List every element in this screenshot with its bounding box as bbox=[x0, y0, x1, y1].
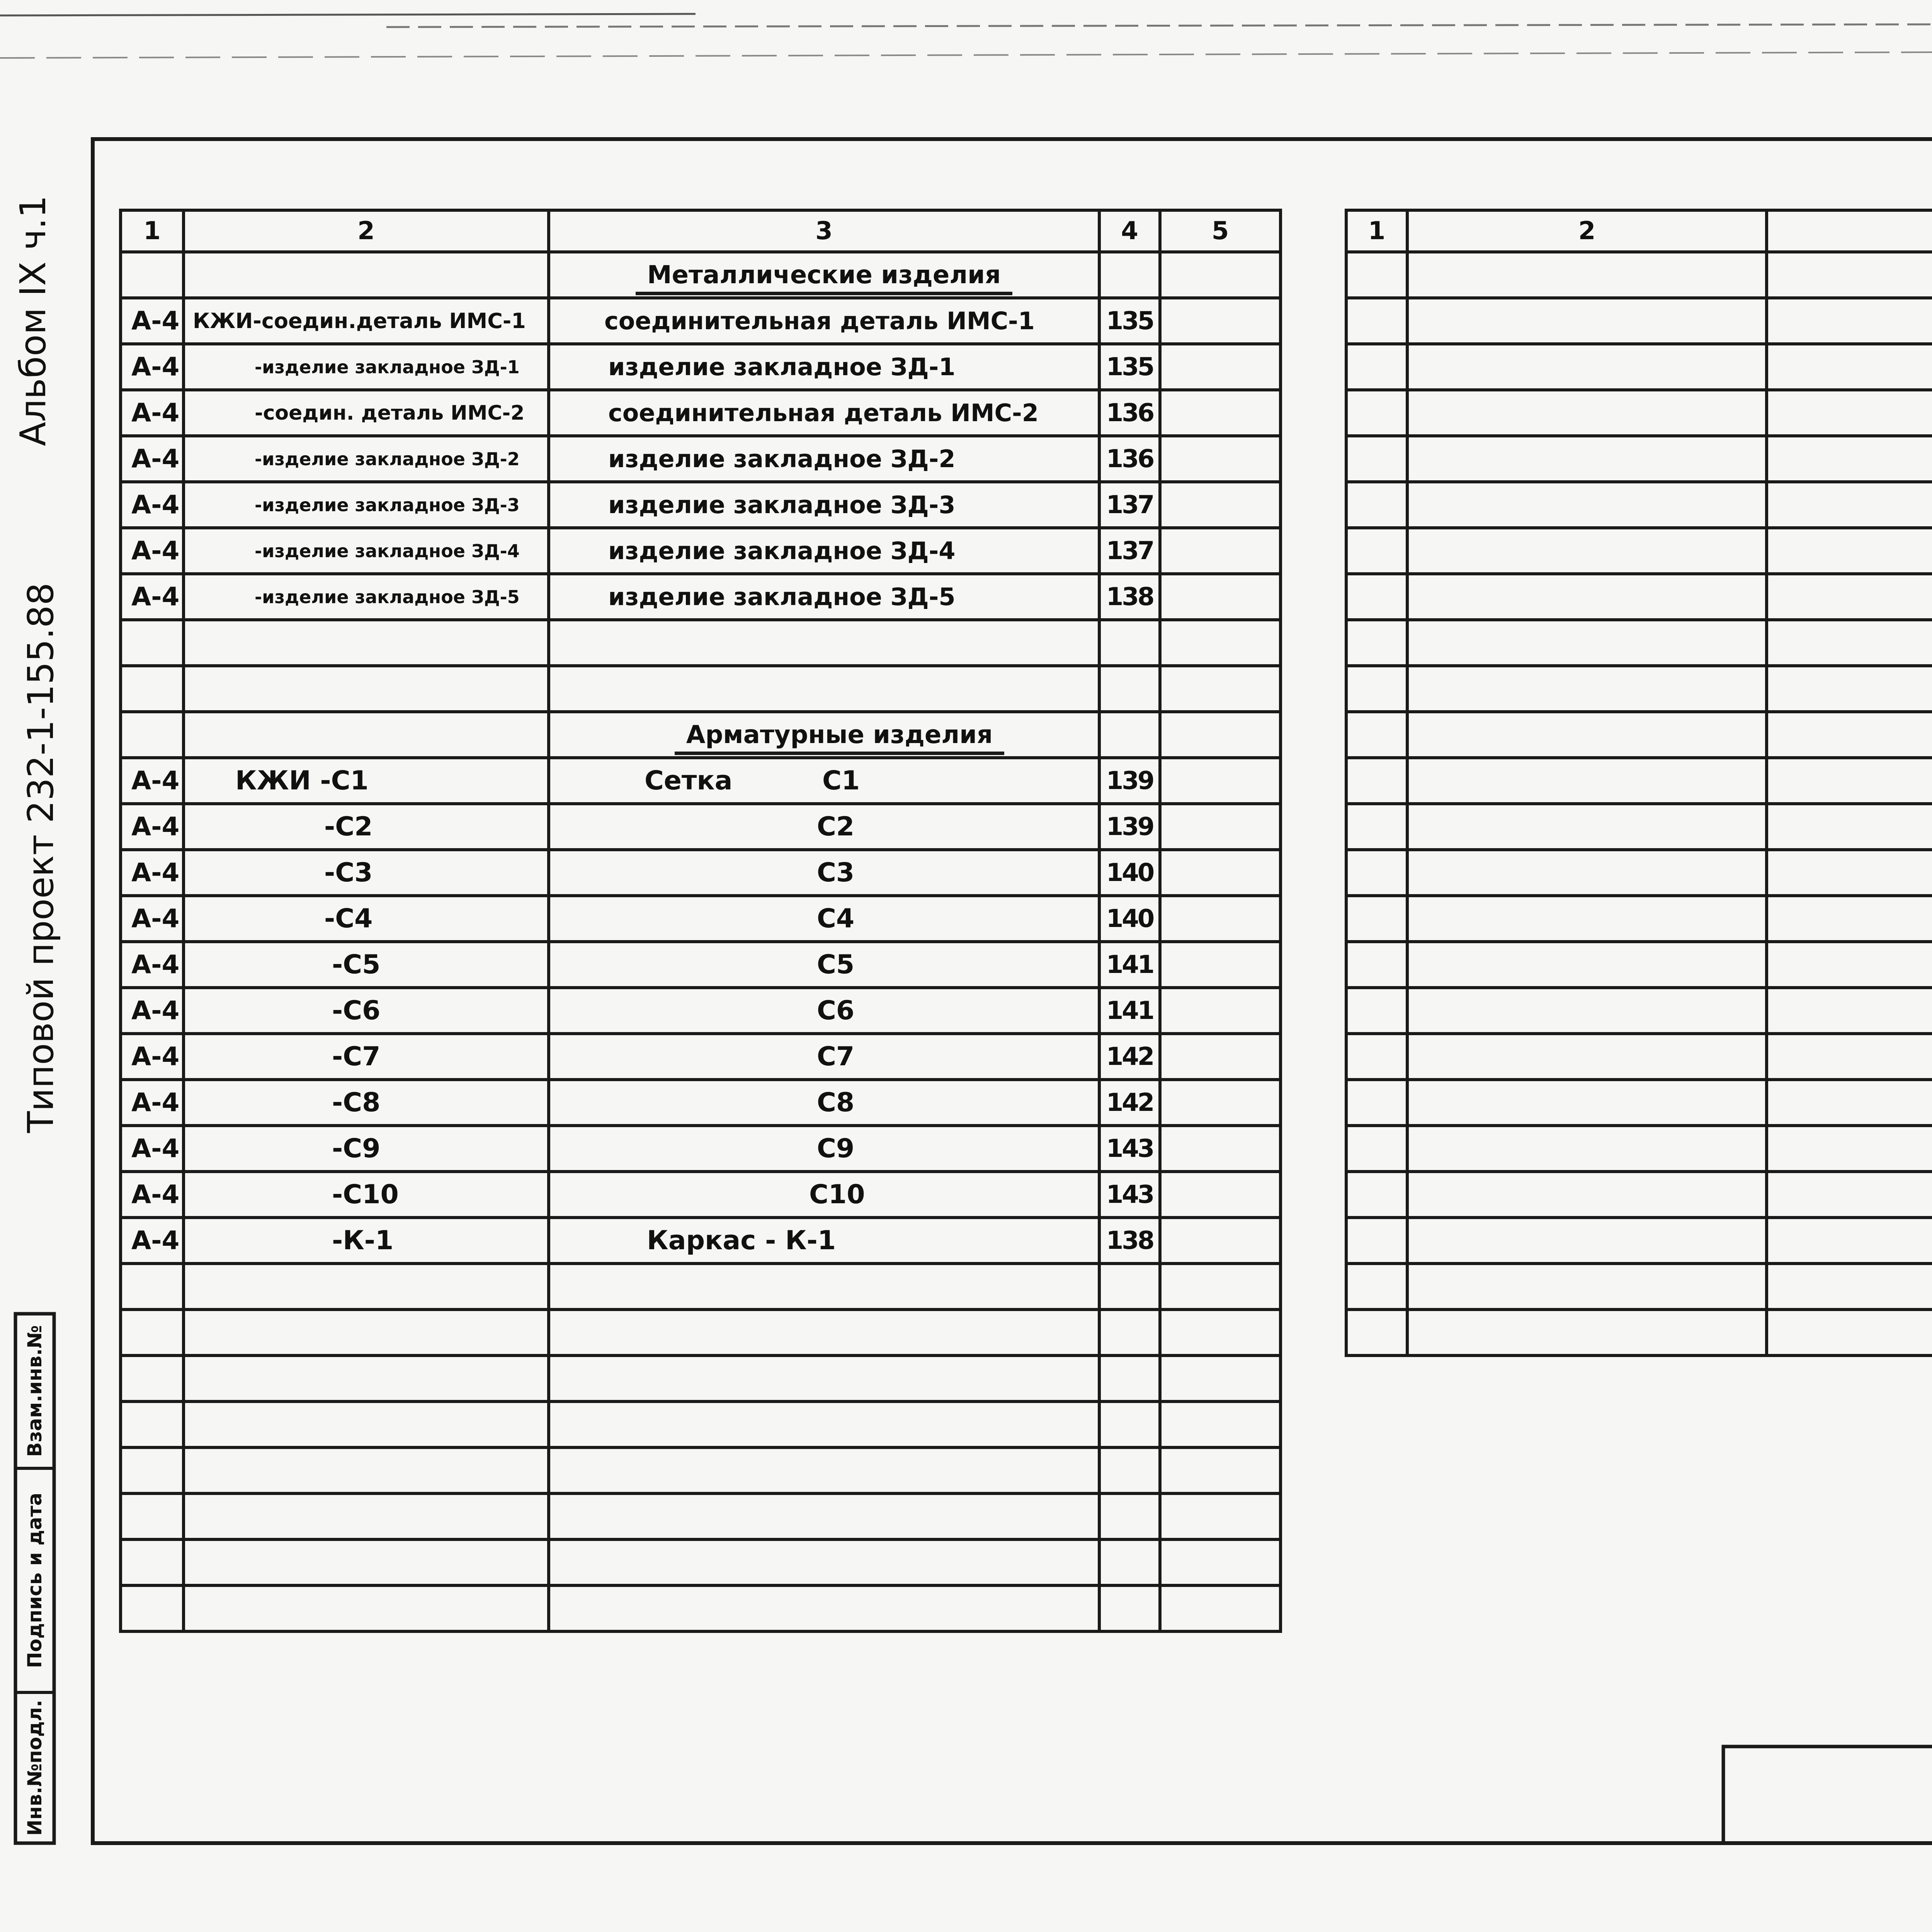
table-row-empty bbox=[1346, 528, 1932, 574]
row-name: С2 bbox=[549, 804, 1099, 850]
table-row-empty bbox=[121, 1355, 1281, 1401]
table-row-empty bbox=[121, 1401, 1281, 1447]
row-page: 139 bbox=[1099, 758, 1160, 804]
row-name: изделие закладное ЗД-5 bbox=[549, 574, 1099, 620]
table-row bbox=[121, 482, 1281, 528]
row-format: А-4 bbox=[121, 942, 184, 988]
row-code: КЖИ-соедин.деталь ИМС-1 bbox=[184, 298, 549, 344]
table-row bbox=[121, 436, 1281, 482]
row-name: Каркас - К-1 bbox=[549, 1218, 1099, 1264]
table-row-empty bbox=[1346, 390, 1932, 436]
row-format: А-4 bbox=[121, 1034, 184, 1080]
table-row-empty bbox=[121, 1585, 1281, 1631]
row-code: -С5 bbox=[184, 942, 549, 988]
row-name: соединительная деталь ИМС-1 bbox=[549, 298, 1099, 344]
row-page: 137 bbox=[1099, 528, 1160, 574]
table-row bbox=[121, 1126, 1281, 1172]
row-code: -С2 bbox=[184, 804, 549, 850]
section-title-metal: Металлические изделия bbox=[636, 261, 1012, 295]
row-code: -С8 bbox=[184, 1080, 549, 1126]
table-row-empty bbox=[1346, 666, 1932, 712]
right-spec-table bbox=[1345, 209, 1932, 1357]
table-row-empty bbox=[1346, 1080, 1932, 1126]
table-row-empty bbox=[1346, 804, 1932, 850]
row-format: А-4 bbox=[121, 850, 184, 896]
row-name: С3 bbox=[549, 850, 1099, 896]
table-row-empty bbox=[1346, 1126, 1932, 1172]
side-label-project: Типовой проект 232-1-155.88 bbox=[20, 582, 61, 1133]
left-spec-table bbox=[119, 209, 1282, 1633]
row-page: 137 bbox=[1099, 482, 1160, 528]
side-stamp-podpis: Подпись и дата bbox=[24, 1492, 46, 1668]
row-code: -К-1 bbox=[184, 1218, 549, 1264]
row-code: -изделие закладное ЗД-5 bbox=[184, 574, 549, 620]
row-format: А-4 bbox=[121, 528, 184, 574]
row-code: -изделие закладное ЗД-4 bbox=[184, 528, 549, 574]
table-row-empty bbox=[1346, 896, 1932, 942]
table-row-empty bbox=[1346, 850, 1932, 896]
header-col-2: 2 bbox=[184, 210, 549, 252]
table-row bbox=[121, 850, 1281, 896]
table-row-empty bbox=[1346, 712, 1932, 758]
row-format: А-4 bbox=[121, 390, 184, 436]
table-row bbox=[121, 942, 1281, 988]
row-format: А-4 bbox=[121, 758, 184, 804]
table-row bbox=[121, 1218, 1281, 1264]
header-col-3: 3 bbox=[549, 210, 1099, 252]
row-page: 143 bbox=[1099, 1126, 1160, 1172]
row-name: изделие закладное ЗД-2 bbox=[549, 436, 1099, 482]
row-code: -изделие закладное ЗД-3 bbox=[184, 482, 549, 528]
table-row-empty bbox=[1346, 436, 1932, 482]
table-row-empty bbox=[1346, 574, 1932, 620]
row-name-mark: С1 bbox=[822, 765, 860, 796]
row-name bbox=[549, 758, 1099, 804]
table-row bbox=[121, 390, 1281, 436]
table-row-empty bbox=[121, 1264, 1281, 1310]
table-row bbox=[121, 988, 1281, 1034]
row-name: С4 bbox=[549, 896, 1099, 942]
row-format: А-4 bbox=[121, 1218, 184, 1264]
row-code: -С4 bbox=[184, 896, 549, 942]
row-name: С7 bbox=[549, 1034, 1099, 1080]
row-code: -С3 bbox=[184, 850, 549, 896]
row-name: изделие закладное ЗД-1 bbox=[549, 344, 1099, 390]
row-format: А-4 bbox=[121, 988, 184, 1034]
row-name: С9 bbox=[549, 1126, 1099, 1172]
table-header-row bbox=[121, 210, 1281, 252]
row-code: -С6 bbox=[184, 988, 549, 1034]
header-col-5: 5 bbox=[1160, 210, 1281, 252]
table-row-empty bbox=[1346, 1218, 1932, 1264]
table-row bbox=[121, 298, 1281, 344]
table-row bbox=[121, 1172, 1281, 1218]
table-row-empty bbox=[1346, 1264, 1932, 1310]
table-row-empty bbox=[1346, 482, 1932, 528]
row-page: 140 bbox=[1099, 850, 1160, 896]
row-page: 139 bbox=[1099, 804, 1160, 850]
row-code: -С10 bbox=[184, 1172, 549, 1218]
row-format: А-4 bbox=[121, 804, 184, 850]
table-row bbox=[121, 1034, 1281, 1080]
table-row-empty bbox=[1346, 252, 1932, 298]
row-code: -изделие закладное ЗД-2 bbox=[184, 436, 549, 482]
table-row-empty bbox=[1346, 758, 1932, 804]
row-format: А-4 bbox=[121, 482, 184, 528]
row-page: 143 bbox=[1099, 1172, 1160, 1218]
table-row-empty bbox=[1346, 1310, 1932, 1355]
table-row bbox=[121, 528, 1281, 574]
table-row bbox=[121, 896, 1281, 942]
row-page: 135 bbox=[1099, 344, 1160, 390]
side-stamp-inv: Инв.№подл. bbox=[24, 1699, 46, 1836]
table-header-row bbox=[1346, 210, 1932, 252]
table-row bbox=[121, 804, 1281, 850]
row-name: С6 bbox=[549, 988, 1099, 1034]
row-page: 136 bbox=[1099, 390, 1160, 436]
row-page: 135 bbox=[1099, 298, 1160, 344]
table-row-empty bbox=[121, 1447, 1281, 1493]
row-format: А-4 bbox=[121, 1172, 184, 1218]
section-row-metal bbox=[121, 252, 1281, 298]
row-page: 141 bbox=[1099, 988, 1160, 1034]
row-format: А-4 bbox=[121, 344, 184, 390]
row-name: соединительная деталь ИМС-2 bbox=[549, 390, 1099, 436]
header-col-3 bbox=[1767, 210, 1932, 252]
row-code: -изделие закладное ЗД-1 bbox=[184, 344, 549, 390]
row-format: А-4 bbox=[121, 896, 184, 942]
row-format: А-4 bbox=[121, 298, 184, 344]
section-row-armature bbox=[121, 712, 1281, 758]
row-name: С8 bbox=[549, 1080, 1099, 1126]
header-col-1: 1 bbox=[121, 210, 184, 252]
table-row-empty bbox=[121, 1493, 1281, 1539]
row-code: -С9 bbox=[184, 1126, 549, 1172]
row-page: 138 bbox=[1099, 574, 1160, 620]
row-format: А-4 bbox=[121, 1126, 184, 1172]
table-row-empty bbox=[1346, 1172, 1932, 1218]
row-format: А-4 bbox=[121, 1080, 184, 1126]
table-row-empty bbox=[121, 1539, 1281, 1585]
row-page: 138 bbox=[1099, 1218, 1160, 1264]
table-row-empty bbox=[1346, 620, 1932, 666]
row-code: КЖИ -С1 bbox=[184, 758, 549, 804]
row-page: 142 bbox=[1099, 1080, 1160, 1126]
table-row-empty bbox=[121, 1310, 1281, 1355]
side-label-album: Альбом IX ч.1 bbox=[12, 195, 54, 446]
row-page: 136 bbox=[1099, 436, 1160, 482]
row-name-prefix: Сетка bbox=[645, 765, 733, 796]
row-format: А-4 bbox=[121, 574, 184, 620]
row-name: изделие закладное ЗД-4 bbox=[549, 528, 1099, 574]
header-col-1: 1 bbox=[1346, 210, 1407, 252]
table-row bbox=[121, 1080, 1281, 1126]
table-row-empty bbox=[121, 620, 1281, 666]
side-stamp-vzam: Взам.инв.№ bbox=[24, 1325, 46, 1457]
table-row-empty bbox=[1346, 942, 1932, 988]
section-title-armature: Арматурные изделия bbox=[675, 721, 1004, 755]
row-page: 142 bbox=[1099, 1034, 1160, 1080]
row-page: 140 bbox=[1099, 896, 1160, 942]
row-code: -соедин. деталь ИМС-2 bbox=[184, 390, 549, 436]
header-col-2: 2 bbox=[1407, 210, 1767, 252]
table-row-empty bbox=[1346, 988, 1932, 1034]
table-row-empty bbox=[1346, 1034, 1932, 1080]
row-page: 141 bbox=[1099, 942, 1160, 988]
table-row-empty bbox=[1346, 298, 1932, 344]
row-code: -С7 bbox=[184, 1034, 549, 1080]
table-row bbox=[121, 574, 1281, 620]
table-row-empty bbox=[1346, 344, 1932, 390]
table-row bbox=[121, 758, 1281, 804]
row-name: С10 bbox=[549, 1172, 1099, 1218]
row-format: А-4 bbox=[121, 436, 184, 482]
row-name: изделие закладное ЗД-3 bbox=[549, 482, 1099, 528]
header-col-4: 4 bbox=[1099, 210, 1160, 252]
table-row-empty bbox=[121, 666, 1281, 712]
row-name: С5 bbox=[549, 942, 1099, 988]
table-row bbox=[121, 344, 1281, 390]
